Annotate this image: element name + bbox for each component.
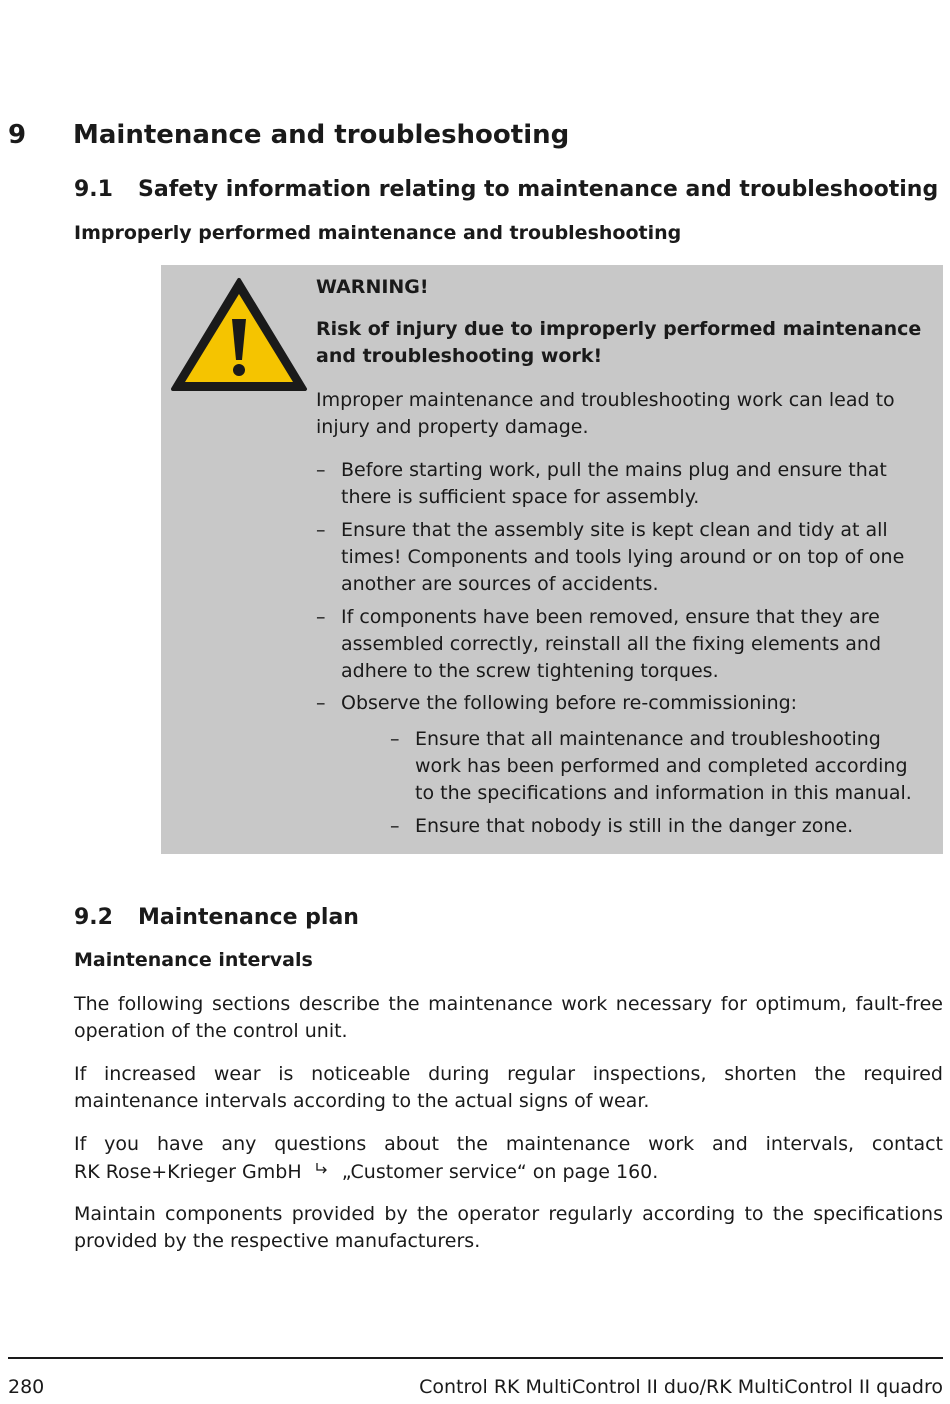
- warning-title-line-2: and troubleshooting work!: [316, 345, 603, 367]
- bullet-line: Ensure that the assembly site is kept clean and tidy at all: [341, 519, 888, 541]
- bullet-dash: –: [316, 692, 326, 714]
- bullet-line: assembled correctly, reinstall all the fixing elements and: [341, 633, 882, 655]
- bullet-line: adhere to the screw tightening torques.: [341, 660, 719, 682]
- warning-label: WARNING!: [316, 276, 429, 298]
- customer-service-link[interactable]: „Customer service“ on page 160.: [341, 1161, 659, 1183]
- warning-intro-line-1: Improper maintenance and troubleshooting work can lead to: [316, 389, 895, 411]
- bullet-dash: –: [390, 815, 400, 837]
- chapter-number: 9: [8, 120, 27, 150]
- bullet-line: Observe the following before re-commissioning:: [341, 692, 798, 714]
- chapter-title: Maintenance and troubleshooting: [73, 120, 570, 150]
- section-number: 9.1: [74, 177, 113, 202]
- subheading: Maintenance intervals: [74, 949, 313, 971]
- section-number: 9.2: [74, 905, 113, 930]
- paragraph: If increased wear is noticeable during regular inspections, shorten the required maintenance intervals according to the actual signs of wear.: [74, 1063, 943, 1112]
- bullet-line: there is sufficient space for assembly.: [341, 486, 700, 508]
- company-name: RK Rose+Krieger GmbH: [74, 1161, 302, 1183]
- paragraph-line: If you have any questions about the maintenance work and intervals, contact: [74, 1133, 943, 1155]
- sub-bullet-line: Ensure that nobody is still in the danger zone.: [415, 815, 854, 837]
- footer-divider: [8, 1357, 943, 1359]
- section-title: Safety information relating to maintenance and troubleshooting: [138, 177, 939, 202]
- warning-title-line-1: Risk of injury due to improperly performed maintenance: [316, 318, 922, 340]
- bullet-line: If components have been removed, ensure that they are: [341, 606, 880, 628]
- bullet-dash: –: [316, 459, 326, 481]
- page-number: 280: [8, 1376, 45, 1398]
- bullet-line: times! Components and tools lying around or on top of one: [341, 546, 905, 568]
- section-title: Maintenance plan: [138, 905, 359, 930]
- bullet-line: another are sources of accidents.: [341, 573, 659, 595]
- footer-doc-title: Control RK MultiControl II duo/RK MultiControl II quadro: [419, 1376, 943, 1398]
- warning-intro-line-2: injury and property damage.: [316, 416, 589, 438]
- paragraph: The following sections describe the maintenance work necessary for optimum, fault-free operation of the control unit.: [74, 993, 943, 1042]
- sub-bullet-line: Ensure that all maintenance and troubleshooting: [415, 728, 881, 750]
- subheading: Improperly performed maintenance and troubleshooting: [74, 222, 682, 244]
- bullet-dash: –: [316, 606, 326, 628]
- cross-reference-arrow-icon: [314, 1158, 330, 1174]
- paragraph: Maintain components provided by the operator regularly according to the specifications provided by the respective manufacturers.: [74, 1203, 943, 1252]
- sub-bullet-line: work has been performed and completed according: [415, 755, 908, 777]
- warning-triangle-icon: [170, 277, 308, 393]
- bullet-dash: –: [316, 519, 326, 541]
- paragraph-line: [74, 1158, 658, 1186]
- bullet-line: Before starting work, pull the mains plug and ensure that: [341, 459, 887, 481]
- sub-bullet-line: to the specifications and information in this manual.: [415, 782, 912, 804]
- bullet-dash: –: [390, 728, 400, 750]
